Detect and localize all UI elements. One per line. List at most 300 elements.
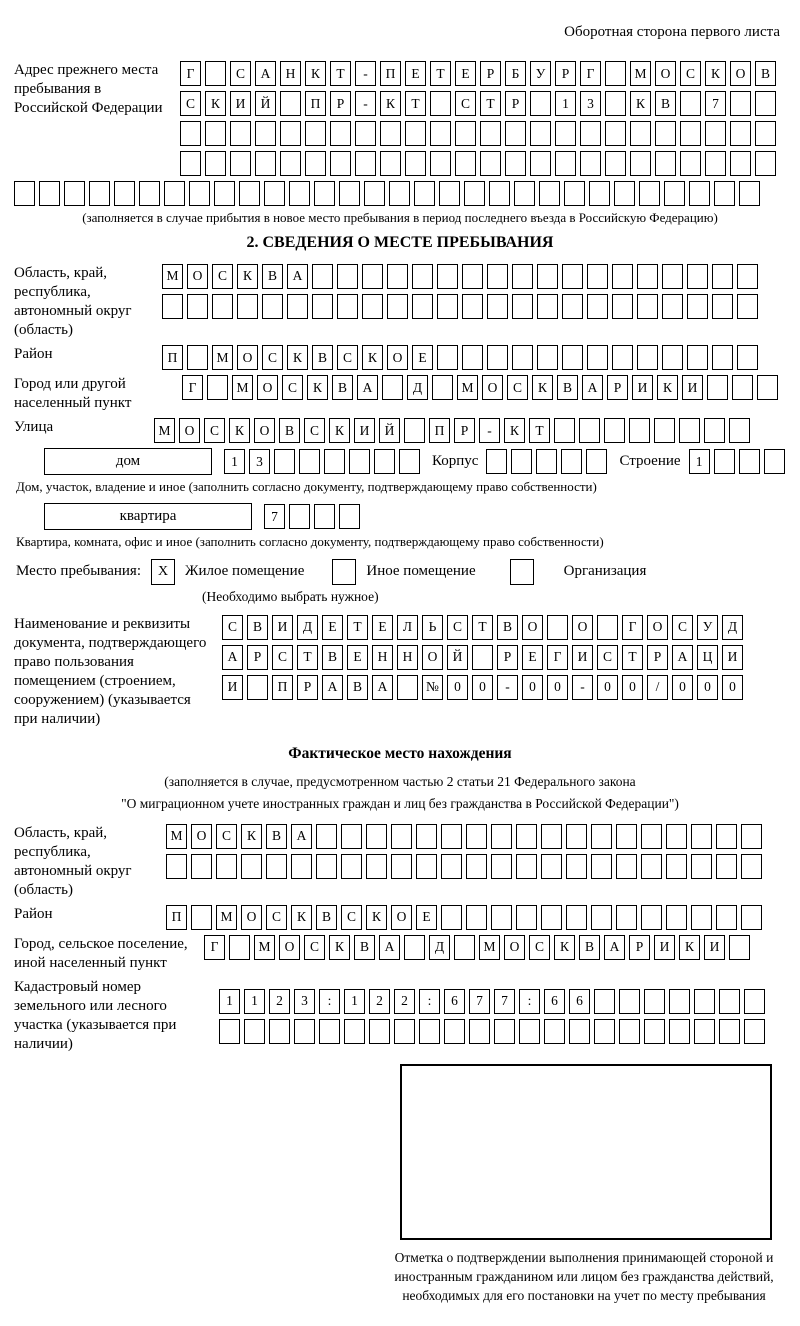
char-cell bbox=[530, 151, 551, 176]
char-cell: О bbox=[254, 418, 275, 443]
char-cell bbox=[405, 151, 426, 176]
char-cell: Т bbox=[330, 61, 351, 86]
char-cell: С bbox=[222, 615, 243, 640]
char-cell bbox=[444, 1019, 465, 1044]
char-cell bbox=[374, 449, 395, 474]
char-cell: К bbox=[366, 905, 387, 930]
korpus-label: Корпус bbox=[432, 453, 479, 470]
char-cell: Н bbox=[397, 645, 418, 670]
char-cell: Г bbox=[547, 645, 568, 670]
char-cell: А bbox=[322, 675, 343, 700]
char-cell bbox=[591, 905, 612, 930]
option-label-organizatsiya: Организация bbox=[563, 563, 647, 580]
char-cell bbox=[489, 181, 510, 206]
char-cell bbox=[14, 181, 35, 206]
char-cell bbox=[480, 151, 501, 176]
prev-address-label: Адрес прежнего места пребывания в Российской Федерации bbox=[14, 62, 163, 117]
char-cell bbox=[605, 151, 626, 176]
char-cell: О bbox=[191, 824, 212, 849]
char-cell: 0 bbox=[597, 675, 618, 700]
char-cell bbox=[312, 264, 333, 289]
char-cell: К bbox=[630, 91, 651, 116]
section2-title: 2. СВЕДЕНИЯ О МЕСТЕ ПРЕБЫВАНИЯ bbox=[246, 233, 554, 251]
char-cell bbox=[664, 181, 685, 206]
char-cell: Р bbox=[297, 675, 318, 700]
char-cell: 0 bbox=[447, 675, 468, 700]
char-cell bbox=[730, 151, 751, 176]
char-cell bbox=[612, 264, 633, 289]
char-cell bbox=[380, 151, 401, 176]
char-cell: Е bbox=[412, 345, 433, 370]
char-cell: И bbox=[704, 935, 725, 960]
char-cell bbox=[391, 854, 412, 879]
char-cell: Й bbox=[379, 418, 400, 443]
char-cell bbox=[566, 824, 587, 849]
boxes-row bbox=[154, 418, 754, 443]
char-cell: Г bbox=[182, 375, 203, 400]
char-cell bbox=[741, 905, 762, 930]
char-cell: И bbox=[722, 645, 743, 670]
char-cell: М bbox=[154, 418, 175, 443]
char-cell bbox=[437, 345, 458, 370]
char-cell: М bbox=[232, 375, 253, 400]
char-cell bbox=[704, 418, 725, 443]
char-cell bbox=[605, 61, 626, 86]
char-cell bbox=[312, 294, 333, 319]
char-cell: Г bbox=[180, 61, 201, 86]
char-cell: 1 bbox=[219, 989, 240, 1014]
char-cell bbox=[757, 375, 778, 400]
char-cell bbox=[219, 1019, 240, 1044]
field-oblast bbox=[14, 264, 786, 340]
char-cell: И bbox=[572, 645, 593, 670]
char-cell bbox=[530, 121, 551, 146]
char-cell: 7 bbox=[494, 989, 515, 1014]
char-cell bbox=[511, 449, 532, 474]
char-cell bbox=[341, 824, 362, 849]
char-cell bbox=[212, 294, 233, 319]
boxes-row bbox=[486, 449, 611, 474]
char-cell: А bbox=[291, 824, 312, 849]
char-cell: К bbox=[362, 345, 383, 370]
char-cell: Р bbox=[480, 61, 501, 86]
char-cell bbox=[269, 1019, 290, 1044]
boxes-row bbox=[264, 504, 364, 529]
char-cell: 0 bbox=[622, 675, 643, 700]
char-cell: Ц bbox=[697, 645, 718, 670]
char-cell bbox=[741, 854, 762, 879]
char-cell bbox=[712, 294, 733, 319]
char-cell: О bbox=[237, 345, 258, 370]
char-cell: С bbox=[680, 61, 701, 86]
char-cell: С bbox=[337, 345, 358, 370]
char-cell: К bbox=[329, 935, 350, 960]
char-cell bbox=[707, 375, 728, 400]
char-cell bbox=[694, 989, 715, 1014]
char-cell bbox=[555, 121, 576, 146]
char-cell: 0 bbox=[472, 675, 493, 700]
char-cell bbox=[662, 345, 683, 370]
char-cell: О bbox=[179, 418, 200, 443]
char-cell bbox=[537, 264, 558, 289]
char-cell: В bbox=[312, 345, 333, 370]
char-cell: О bbox=[482, 375, 503, 400]
char-cell bbox=[362, 264, 383, 289]
char-cell bbox=[644, 989, 665, 1014]
checkbox-zhiloe: X bbox=[151, 559, 175, 585]
char-cell: 1 bbox=[224, 449, 245, 474]
char-cell bbox=[594, 989, 615, 1014]
gorod-label: Город или другой населенный пункт bbox=[14, 376, 132, 412]
char-cell bbox=[191, 905, 212, 930]
boxes-row bbox=[222, 675, 747, 700]
oblast-label: Область, край, республика, автономный округ (область) bbox=[14, 264, 132, 339]
char-cell bbox=[391, 824, 412, 849]
char-cell bbox=[216, 854, 237, 879]
char-cell bbox=[387, 264, 408, 289]
char-cell: В bbox=[262, 264, 283, 289]
char-cell bbox=[205, 61, 226, 86]
char-cell: 3 bbox=[580, 91, 601, 116]
page-side-note: Оборотная сторона первого листа bbox=[564, 24, 780, 40]
kadastr-label: Кадастровый номер земельного или лесного участка (указывается при наличии) bbox=[14, 978, 177, 1053]
char-cell: Т bbox=[480, 91, 501, 116]
char-cell bbox=[612, 294, 633, 319]
boxes-row bbox=[219, 989, 769, 1014]
char-cell: К bbox=[504, 418, 525, 443]
char-cell bbox=[491, 905, 512, 930]
char-cell bbox=[587, 345, 608, 370]
char-cell: М bbox=[162, 264, 183, 289]
char-cell: Й bbox=[447, 645, 468, 670]
char-cell: В bbox=[247, 615, 268, 640]
char-cell bbox=[562, 345, 583, 370]
char-cell bbox=[416, 854, 437, 879]
char-cell: К bbox=[532, 375, 553, 400]
kadastr-rows bbox=[219, 978, 769, 1054]
char-cell: Й bbox=[255, 91, 276, 116]
char-cell: Е bbox=[405, 61, 426, 86]
char-cell: С bbox=[212, 264, 233, 289]
char-cell bbox=[466, 905, 487, 930]
char-cell bbox=[432, 375, 453, 400]
char-cell bbox=[512, 264, 533, 289]
char-cell: Е bbox=[455, 61, 476, 86]
char-cell: О bbox=[572, 615, 593, 640]
fact-gorod-label: Город, сельское поселение, иной населенный пункт bbox=[14, 935, 188, 971]
char-cell bbox=[597, 615, 618, 640]
char-cell: 1 bbox=[689, 449, 710, 474]
char-cell bbox=[264, 181, 285, 206]
boxes-row bbox=[204, 935, 754, 973]
char-cell bbox=[316, 854, 337, 879]
char-cell: И bbox=[682, 375, 703, 400]
char-cell: Т bbox=[472, 615, 493, 640]
char-cell bbox=[247, 675, 268, 700]
char-cell bbox=[287, 294, 308, 319]
char-cell: 2 bbox=[269, 989, 290, 1014]
char-cell bbox=[244, 1019, 265, 1044]
boxes-row bbox=[162, 345, 762, 370]
char-cell bbox=[430, 91, 451, 116]
boxes-row-full-width bbox=[14, 181, 786, 206]
char-cell bbox=[187, 345, 208, 370]
char-cell bbox=[64, 181, 85, 206]
boxes-row bbox=[180, 151, 780, 176]
char-cell bbox=[536, 449, 557, 474]
char-cell bbox=[464, 181, 485, 206]
char-cell bbox=[404, 418, 425, 443]
char-cell bbox=[616, 854, 637, 879]
char-cell bbox=[587, 264, 608, 289]
char-cell: П bbox=[166, 905, 187, 930]
dom-label-box: дом bbox=[44, 448, 212, 475]
char-cell bbox=[712, 345, 733, 370]
char-cell: О bbox=[504, 935, 525, 960]
mesto-label: Место пребывания: bbox=[16, 563, 141, 580]
char-cell bbox=[539, 181, 560, 206]
char-cell: В bbox=[354, 935, 375, 960]
char-cell: К bbox=[291, 905, 312, 930]
char-cell bbox=[339, 181, 360, 206]
char-cell: А bbox=[582, 375, 603, 400]
char-cell bbox=[729, 935, 750, 960]
boxes-row bbox=[224, 449, 424, 474]
char-cell bbox=[755, 91, 776, 116]
char-cell: К bbox=[705, 61, 726, 86]
char-cell bbox=[412, 264, 433, 289]
char-cell bbox=[591, 854, 612, 879]
fact-oblast-rows bbox=[166, 824, 766, 900]
char-cell bbox=[491, 854, 512, 879]
char-cell bbox=[191, 854, 212, 879]
char-cell bbox=[737, 294, 758, 319]
char-cell: 1 bbox=[244, 989, 265, 1014]
char-cell bbox=[716, 824, 737, 849]
char-cell: 0 bbox=[547, 675, 568, 700]
char-cell bbox=[394, 1019, 415, 1044]
char-cell bbox=[519, 1019, 540, 1044]
char-cell bbox=[491, 824, 512, 849]
char-cell: А bbox=[672, 645, 693, 670]
prev-address-rows bbox=[180, 61, 780, 176]
char-cell bbox=[541, 905, 562, 930]
char-cell bbox=[255, 151, 276, 176]
char-cell bbox=[494, 1019, 515, 1044]
char-cell bbox=[305, 151, 326, 176]
char-cell: Г bbox=[204, 935, 225, 960]
char-cell: Р bbox=[497, 645, 518, 670]
char-cell: 6 bbox=[544, 989, 565, 1014]
char-cell: О bbox=[241, 905, 262, 930]
char-cell bbox=[305, 121, 326, 146]
char-cell bbox=[316, 824, 337, 849]
char-cell bbox=[605, 91, 626, 116]
char-cell bbox=[691, 854, 712, 879]
char-cell bbox=[587, 294, 608, 319]
char-cell: 0 bbox=[697, 675, 718, 700]
stamp-box bbox=[400, 1064, 772, 1240]
char-cell: О bbox=[730, 61, 751, 86]
char-cell: - bbox=[355, 91, 376, 116]
char-cell bbox=[691, 824, 712, 849]
field-dom bbox=[44, 448, 786, 475]
char-cell bbox=[561, 449, 582, 474]
char-cell bbox=[680, 151, 701, 176]
char-cell: 6 bbox=[444, 989, 465, 1014]
char-cell bbox=[714, 449, 735, 474]
char-cell: О bbox=[522, 615, 543, 640]
char-cell: А bbox=[357, 375, 378, 400]
option-label-zhiloe: Жилое помещение bbox=[185, 563, 305, 580]
char-cell: В bbox=[316, 905, 337, 930]
char-cell bbox=[439, 181, 460, 206]
char-cell bbox=[562, 264, 583, 289]
boxes-row bbox=[219, 1019, 769, 1044]
char-cell bbox=[537, 345, 558, 370]
char-cell bbox=[419, 1019, 440, 1044]
char-cell bbox=[362, 294, 383, 319]
char-cell: А bbox=[379, 935, 400, 960]
char-cell: В bbox=[266, 824, 287, 849]
char-cell bbox=[237, 294, 258, 319]
char-cell: М bbox=[479, 935, 500, 960]
char-cell: П bbox=[305, 91, 326, 116]
char-cell bbox=[547, 615, 568, 640]
char-cell bbox=[462, 294, 483, 319]
boxes-row bbox=[180, 121, 780, 146]
char-cell bbox=[486, 449, 507, 474]
doc-label: Наименование и реквизиты документа, подтверждающего право пользования помещением (строением, сооружением) (указывается при наличии) bbox=[14, 615, 207, 728]
field-doc bbox=[14, 615, 786, 729]
char-cell bbox=[230, 151, 251, 176]
char-cell bbox=[666, 824, 687, 849]
char-cell bbox=[562, 294, 583, 319]
char-cell: Д bbox=[429, 935, 450, 960]
char-cell bbox=[505, 121, 526, 146]
char-cell: Е bbox=[322, 615, 343, 640]
char-cell bbox=[262, 294, 283, 319]
char-cell bbox=[337, 294, 358, 319]
char-cell: 2 bbox=[369, 989, 390, 1014]
char-cell bbox=[719, 989, 740, 1014]
char-cell bbox=[214, 181, 235, 206]
char-cell bbox=[755, 121, 776, 146]
char-cell bbox=[366, 824, 387, 849]
fact-note-line1: (заполняется в случае, предусмотренном частью 2 статьи 21 Федерального закона bbox=[164, 774, 636, 790]
char-cell bbox=[339, 504, 360, 529]
char-cell bbox=[330, 151, 351, 176]
char-cell: С bbox=[507, 375, 528, 400]
char-cell bbox=[516, 854, 537, 879]
char-cell bbox=[512, 345, 533, 370]
char-cell: П bbox=[380, 61, 401, 86]
char-cell bbox=[579, 418, 600, 443]
char-cell bbox=[166, 854, 187, 879]
char-cell bbox=[205, 121, 226, 146]
char-cell bbox=[644, 1019, 665, 1044]
char-cell bbox=[639, 181, 660, 206]
char-cell: С bbox=[262, 345, 283, 370]
char-cell: П bbox=[162, 345, 183, 370]
char-cell bbox=[466, 824, 487, 849]
char-cell: У bbox=[530, 61, 551, 86]
char-cell: - bbox=[355, 61, 376, 86]
stamp-caption: Отметка о подтверждении выполнения принимающей стороной и иностранным гражданином или лицом без гражданства действий, необходимых для его постановки на учет по месту пребывания bbox=[394, 1250, 774, 1304]
char-cell bbox=[580, 151, 601, 176]
char-cell: С bbox=[204, 418, 225, 443]
char-cell bbox=[662, 294, 683, 319]
field-kadastr bbox=[14, 978, 786, 1054]
char-cell bbox=[541, 854, 562, 879]
char-cell: С bbox=[304, 418, 325, 443]
char-cell: Н bbox=[280, 61, 301, 86]
char-cell bbox=[669, 1019, 690, 1044]
char-cell bbox=[454, 935, 475, 960]
char-cell bbox=[680, 91, 701, 116]
boxes-row bbox=[166, 824, 766, 849]
char-cell: В bbox=[579, 935, 600, 960]
char-cell bbox=[289, 504, 310, 529]
char-cell bbox=[691, 905, 712, 930]
char-cell bbox=[189, 181, 210, 206]
char-cell: С bbox=[216, 824, 237, 849]
field-raion bbox=[14, 345, 786, 370]
char-cell: И bbox=[272, 615, 293, 640]
stroenie-label: Строение bbox=[619, 453, 681, 470]
char-cell bbox=[180, 151, 201, 176]
char-cell bbox=[605, 121, 626, 146]
boxes-row bbox=[162, 294, 762, 319]
char-cell bbox=[544, 1019, 565, 1044]
char-cell: К bbox=[679, 935, 700, 960]
char-cell: К bbox=[305, 61, 326, 86]
char-cell bbox=[737, 345, 758, 370]
char-cell: Д bbox=[407, 375, 428, 400]
char-cell: М bbox=[457, 375, 478, 400]
char-cell: В bbox=[332, 375, 353, 400]
char-cell: В bbox=[497, 615, 518, 640]
char-cell: 0 bbox=[672, 675, 693, 700]
char-cell bbox=[516, 905, 537, 930]
char-cell: 7 bbox=[264, 504, 285, 529]
char-cell: О bbox=[187, 264, 208, 289]
char-cell: К bbox=[205, 91, 226, 116]
char-cell bbox=[405, 121, 426, 146]
char-cell bbox=[694, 1019, 715, 1044]
char-cell: 3 bbox=[294, 989, 315, 1014]
char-cell: А bbox=[287, 264, 308, 289]
char-cell bbox=[687, 294, 708, 319]
char-cell bbox=[274, 449, 295, 474]
char-cell bbox=[619, 1019, 640, 1044]
char-cell: С bbox=[282, 375, 303, 400]
char-cell bbox=[705, 151, 726, 176]
char-cell bbox=[280, 121, 301, 146]
char-cell bbox=[729, 418, 750, 443]
char-cell bbox=[687, 264, 708, 289]
char-cell bbox=[680, 121, 701, 146]
char-cell: Н bbox=[372, 645, 393, 670]
char-cell bbox=[614, 181, 635, 206]
char-cell: 1 bbox=[344, 989, 365, 1014]
char-cell bbox=[437, 264, 458, 289]
kvartira-label-box: квартира bbox=[44, 503, 252, 530]
char-cell: О bbox=[387, 345, 408, 370]
char-cell bbox=[389, 181, 410, 206]
char-cell bbox=[564, 181, 585, 206]
char-cell: С bbox=[180, 91, 201, 116]
